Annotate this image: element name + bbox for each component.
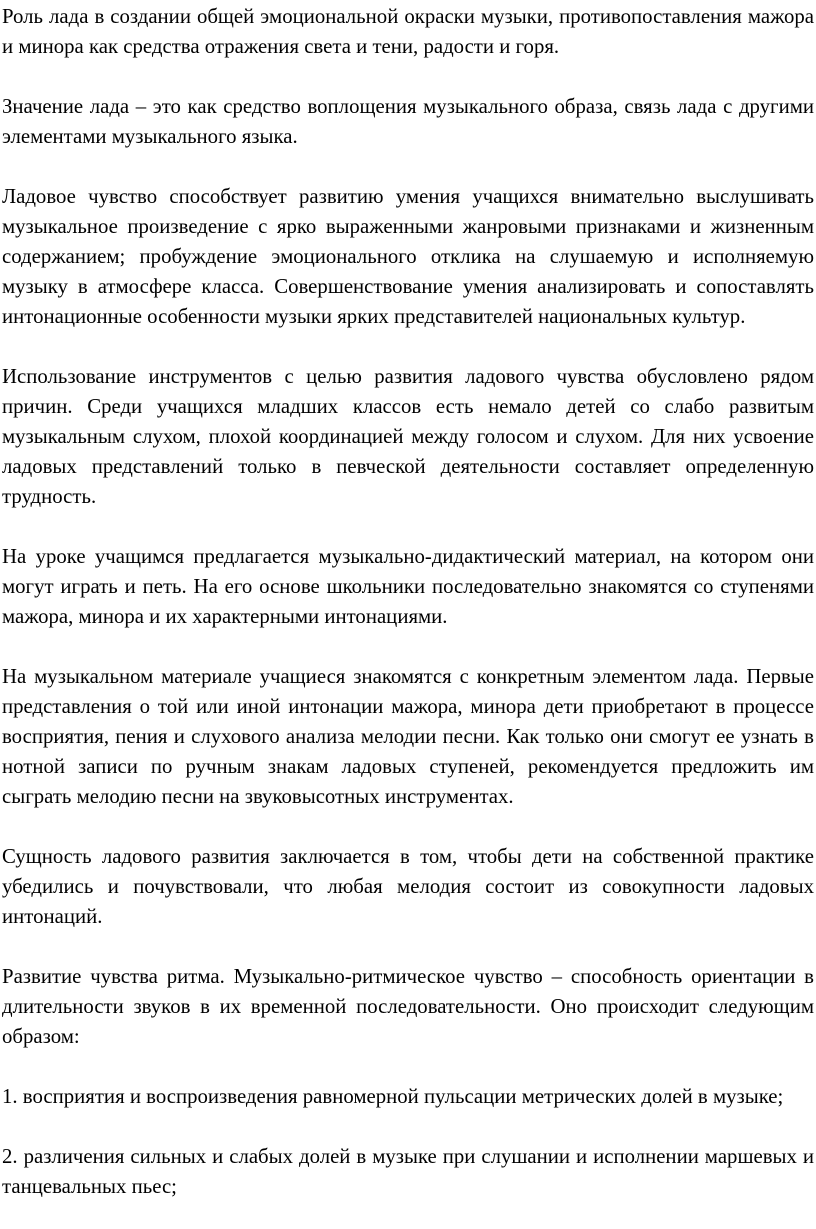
document-body — [2, 2, 814, 1202]
paragraph-modal-feeling: Ладовое чувство способствует развитию умения учащихся внимательно выслушивать музыкальное произведение с ярко выраженными жанровыми признаками и жизненным содержанием; пробуждение эмоционального отклика на слушаемую и исполняемую музыку в атмосфере класса. Совершенствование умения анализировать и сопоставлять интонационные особенности музыки ярких представителей национальных культур. — [2, 185, 814, 328]
paragraph-instruments-use: Использование инструментов с целью развития ладового чувства обусловлено рядом причин. Среди учащихся младших классов есть немало детей со слабо развитым музыкальным слухом, плохой координацией между голосом и слухом. Для них усвоение ладовых представлений только в певческой деятельности составляет определенную трудность. — [2, 365, 814, 508]
paragraph-didactic-material: На уроке учащимся предлагается музыкально-дидактический материал, на котором они могут играть и петь. На его основе школьники последовательно знакомятся со ступенями мажора, минора и их характерными интонациями. — [2, 545, 814, 628]
paragraph-mode-meaning: Значение лада – это как средство воплощения музыкального образа, связь лада с другими элементами музыкального языка. — [2, 95, 814, 148]
list-item-1: 1. восприятия и воспроизведения равномерной пульсации метрических долей в музыке; — [2, 1085, 784, 1108]
list-item-2: 2. различения сильных и слабых долей в музыке при слушании и исполнении маршевых и танцевальных пьес; — [2, 1145, 814, 1198]
paragraph-musical-material: На музыкальном материале учащиеся знакомятся с конкретным элементом лада. Первые представления о той или иной интонации мажора, минора дети приобретают в процессе восприятия, пения и слухового анализа мелодии песни. Как только они смогут ее узнать в нотной записи по ручным знакам ладовых ступеней, рекомендуется предложить им сыграть мелодию песни на звуковысотных инструментах. — [2, 665, 814, 808]
paragraph-modal-development: Сущность ладового развития заключается в том, чтобы дети на собственной практике убедились и почувствовали, что любая мелодия состоит из совокупности ладовых интонаций. — [2, 845, 814, 928]
paragraph-rhythm-development: Развитие чувства ритма. Музыкально-ритмическое чувство – способность ориентации в длительности звуков в их временной последовательности. Оно происходит следующим образом: — [2, 965, 814, 1048]
paragraph-mode-role: Роль лада в создании общей эмоциональной окраски музыки, противопоставления мажора и минора как средства отражения света и тени, радости и горя. — [2, 5, 814, 58]
